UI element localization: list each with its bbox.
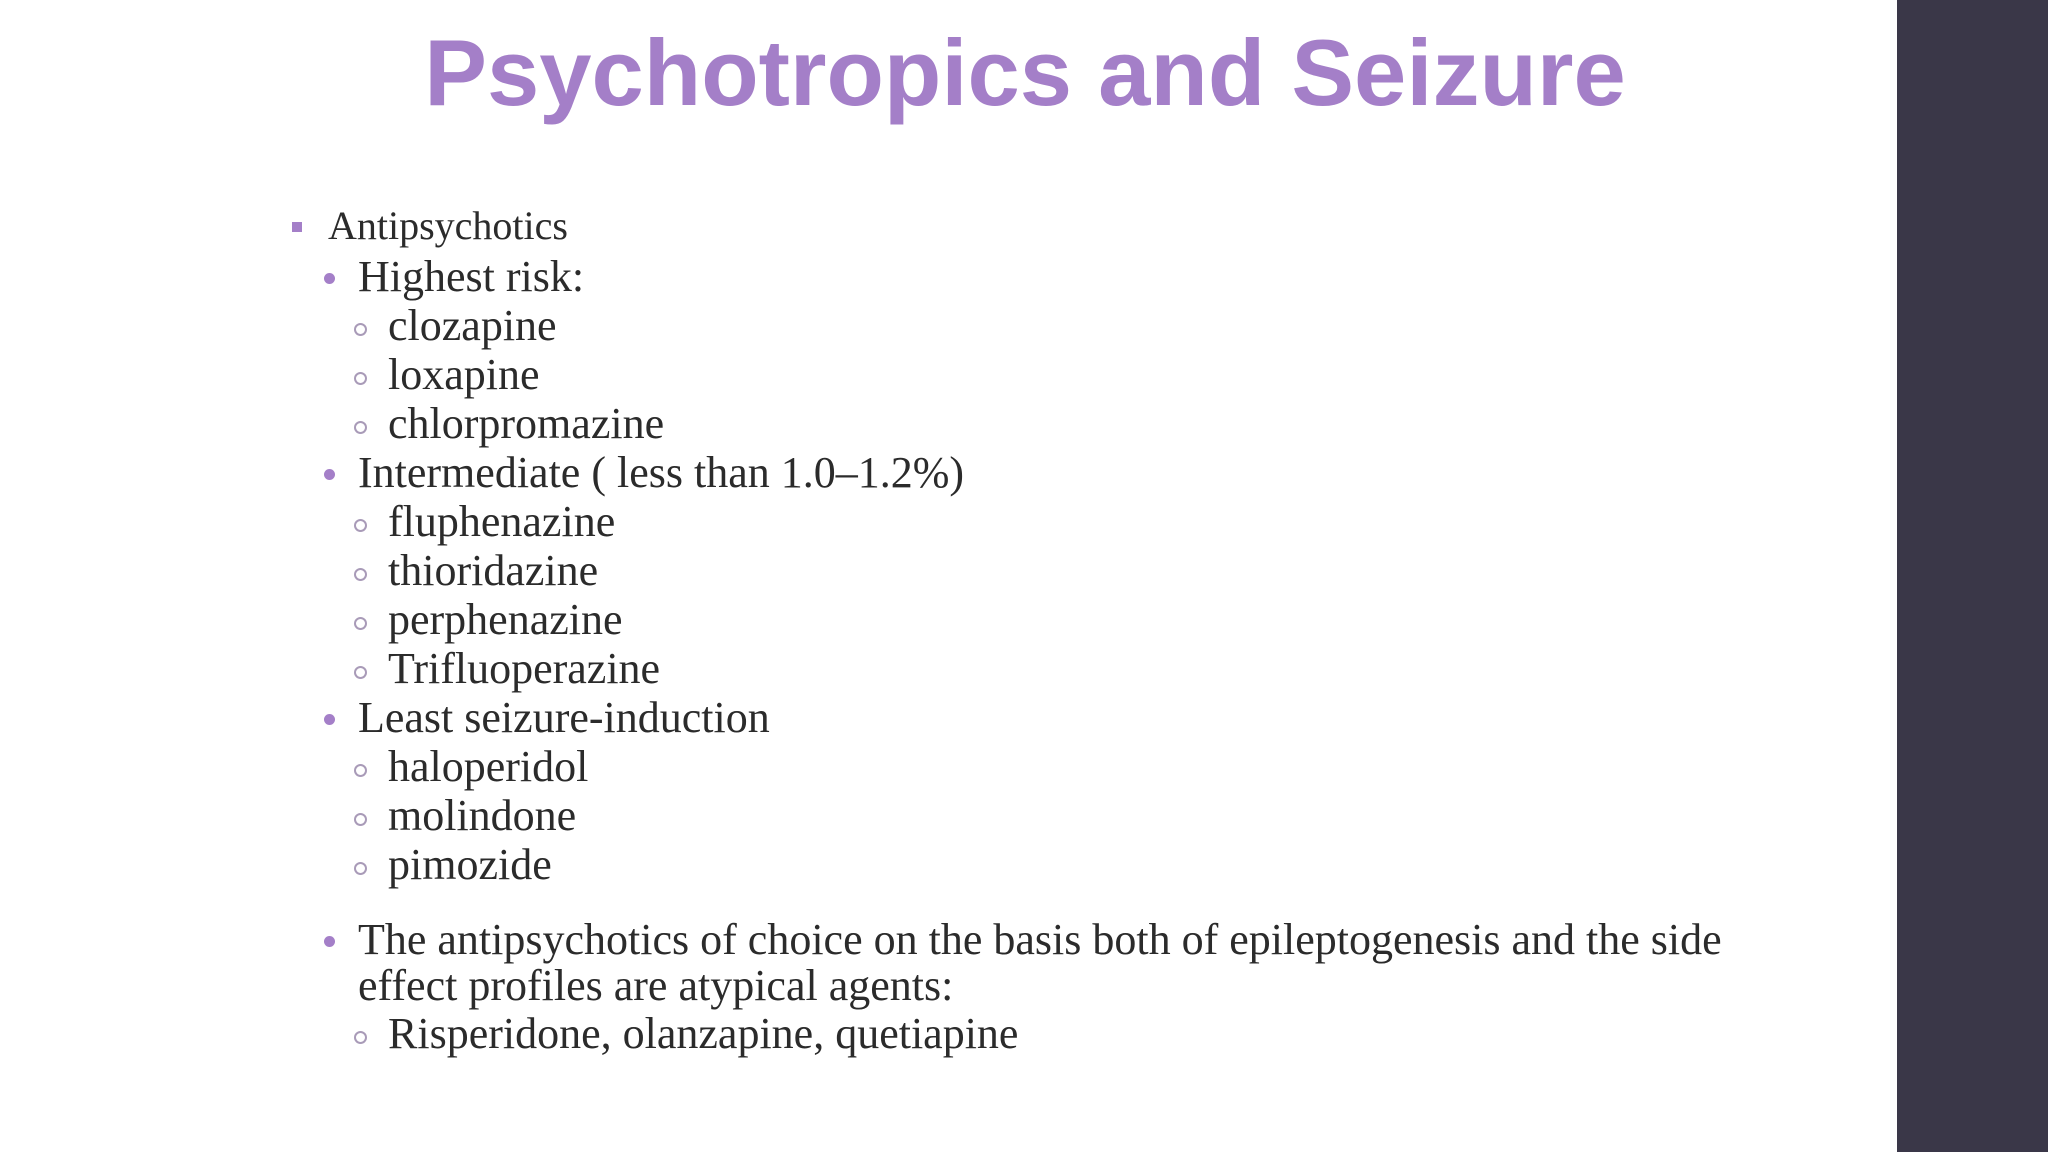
- circle-bullet-icon: [354, 764, 367, 777]
- circle-bullet-icon: [354, 666, 367, 679]
- circle-bullet-icon: [354, 617, 367, 630]
- drug-label: pimozide: [388, 840, 552, 889]
- group-label: Least seizure-induction: [358, 693, 770, 742]
- list-item-drug: [288, 546, 1788, 595]
- list-item-group: [288, 448, 1788, 497]
- slide-title: Psychotropics and Seizure: [424, 20, 1626, 125]
- circle-bullet-icon: [354, 1031, 367, 1044]
- list-item-group: [288, 693, 1788, 742]
- dot-bullet-icon: [324, 714, 335, 725]
- group-label: Intermediate ( less than 1.0–1.2%): [358, 448, 965, 497]
- group-label: The antipsychotics of choice on the basis both of epileptogenesis and the side effect profiles are atypical agents:: [358, 915, 1722, 1010]
- side-bar: [1897, 0, 2048, 1152]
- dot-bullet-icon: [324, 469, 335, 480]
- list-item-drug: [288, 644, 1788, 693]
- list-item-drug: [288, 742, 1788, 791]
- circle-bullet-icon: [354, 372, 367, 385]
- circle-bullet-icon: [354, 862, 367, 875]
- drug-label: Risperidone, olanzapine, quetiapine: [388, 1009, 1019, 1058]
- group-label: Highest risk:: [358, 252, 585, 301]
- list-item-group: [288, 252, 1788, 301]
- drug-label: clozapine: [388, 301, 557, 350]
- drug-label: molindone: [388, 791, 577, 840]
- dot-bullet-icon: [324, 273, 335, 284]
- drug-label: loxapine: [388, 350, 540, 399]
- drug-label: Trifluoperazine: [388, 644, 661, 693]
- list-item-drug: [288, 301, 1788, 350]
- drug-label: thioridazine: [388, 546, 599, 595]
- circle-bullet-icon: [354, 568, 367, 581]
- list-item-group: [288, 917, 1778, 1009]
- list-item-drug: [288, 497, 1788, 546]
- list-item-drug: [288, 840, 1788, 889]
- drug-label: fluphenazine: [388, 497, 616, 546]
- dot-bullet-icon: [324, 936, 335, 947]
- list-item-drug: [288, 791, 1788, 840]
- list-item-drug: [288, 399, 1788, 448]
- list-item-section: [288, 200, 1788, 252]
- circle-bullet-icon: [354, 813, 367, 826]
- circle-bullet-icon: [354, 323, 367, 336]
- drug-label: perphenazine: [388, 595, 623, 644]
- list-item-drug: [288, 350, 1788, 399]
- circle-bullet-icon: [354, 519, 367, 532]
- slide-body: [288, 200, 1788, 1058]
- drug-label: haloperidol: [388, 742, 589, 791]
- circle-bullet-icon: [354, 421, 367, 434]
- section-label: Antipsychotics: [328, 203, 568, 248]
- list-item-drug: [288, 595, 1788, 644]
- square-bullet-icon: [292, 222, 302, 232]
- list-item-drug: [288, 1009, 1788, 1058]
- drug-label: chlorpromazine: [388, 399, 665, 448]
